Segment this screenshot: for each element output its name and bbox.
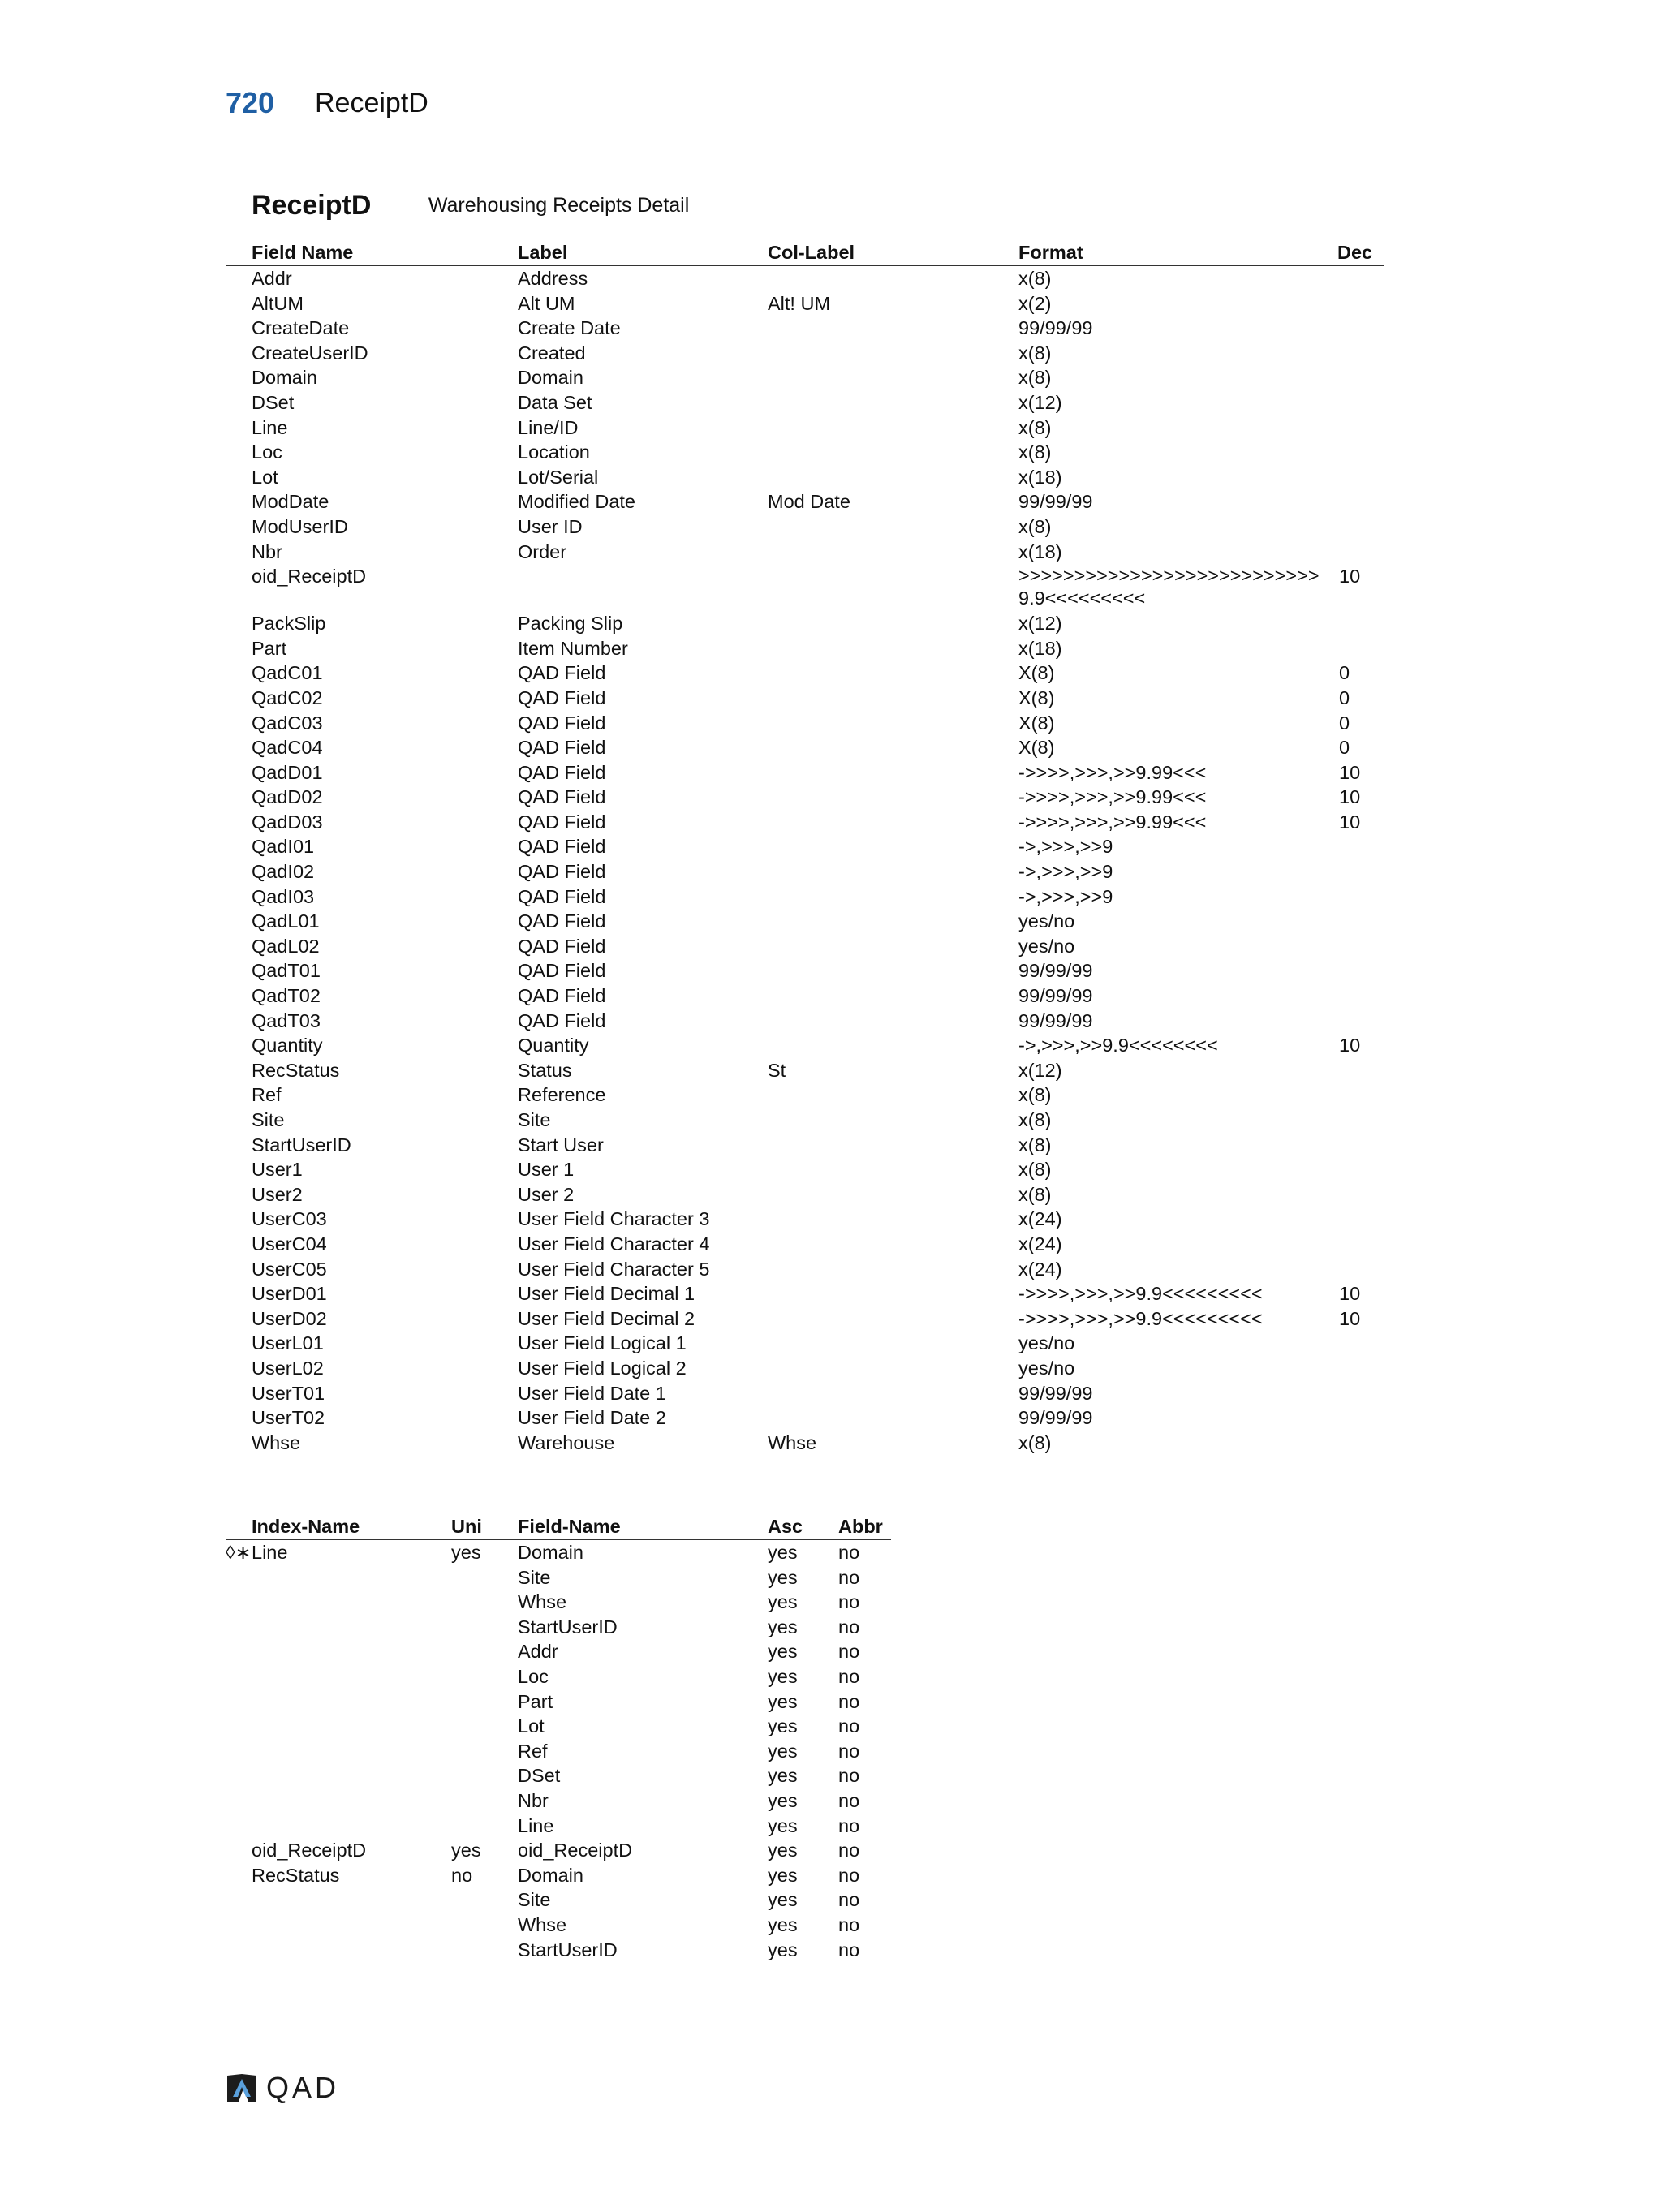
field-label: QAD Field — [518, 935, 606, 957]
field-format: ->>>>,>>>,>>9.9<<<<<<<<< — [1018, 1307, 1263, 1329]
index-field-name: Part — [518, 1690, 553, 1712]
field-format: x(8) — [1018, 441, 1052, 463]
index-abbreviated: no — [838, 1690, 860, 1712]
logo-text: QAD — [266, 2071, 340, 2104]
field-name: UserT01 — [252, 1382, 325, 1404]
field-row — [226, 390, 1384, 415]
column-header-uni: Uni — [451, 1516, 482, 1537]
field-name: QadC02 — [252, 686, 323, 708]
field-label: QAD Field — [518, 1009, 606, 1031]
column-header-label: Label — [518, 242, 568, 263]
field-row — [226, 983, 1384, 1009]
field-row — [226, 760, 1384, 785]
field-label: QAD Field — [518, 686, 606, 708]
field-label: QAD Field — [518, 960, 606, 982]
column-header-abbr: Abbr — [838, 1516, 883, 1537]
field-format: x(24) — [1018, 1258, 1062, 1280]
field-name: UserC04 — [252, 1233, 327, 1254]
field-row — [226, 909, 1384, 934]
index-abbreviated: no — [838, 1616, 860, 1637]
field-name: UserD01 — [252, 1283, 327, 1305]
index-row — [226, 1938, 891, 1963]
field-label: QAD Field — [518, 712, 606, 734]
field-name: AltUM — [252, 292, 304, 314]
index-ascending: yes — [768, 1616, 798, 1637]
index-ascending: yes — [768, 1889, 798, 1911]
index-abbreviated: no — [838, 1789, 860, 1811]
field-name: Quantity — [252, 1035, 323, 1057]
field-label: QAD Field — [518, 910, 606, 932]
index-field-name: Line — [518, 1814, 554, 1836]
field-name: QadC01 — [252, 662, 323, 684]
index-row — [226, 1639, 891, 1664]
index-row — [226, 1913, 891, 1938]
index-unique: yes — [451, 1840, 481, 1861]
index-field-name: oid_ReceiptD — [518, 1840, 633, 1861]
field-row — [226, 686, 1384, 711]
field-format: yes/no — [1018, 935, 1075, 957]
index-abbreviated: no — [838, 1591, 860, 1613]
field-label: Packing Slip — [518, 613, 623, 635]
field-name: Part — [252, 637, 287, 659]
index-abbreviated: no — [838, 1566, 860, 1588]
index-row — [226, 1590, 891, 1615]
field-name: Whse — [252, 1431, 301, 1453]
index-ascending: yes — [768, 1566, 798, 1588]
index-field-name: Whse — [518, 1591, 567, 1613]
field-label: Start User — [518, 1134, 604, 1155]
field-format: x(8) — [1018, 1109, 1052, 1130]
field-format: ->,>>>,>>9.9<<<<<<<< — [1018, 1035, 1218, 1057]
field-format: ->,>>>,>>9 — [1018, 836, 1113, 858]
field-row — [226, 859, 1384, 884]
index-name: oid_ReceiptD — [252, 1840, 367, 1861]
field-name: oid_ReceiptD — [252, 566, 367, 587]
field-row — [226, 440, 1384, 465]
field-name: UserL02 — [252, 1357, 324, 1379]
column-header-dec: Dec — [1337, 242, 1373, 263]
field-name: QadT03 — [252, 1009, 321, 1031]
index-row — [226, 1863, 891, 1888]
index-abbreviated: no — [838, 1864, 860, 1886]
field-format: x(8) — [1018, 416, 1052, 438]
field-format: ->>>>,>>>,>>9.99<<< — [1018, 761, 1207, 783]
index-field-name: Loc — [518, 1665, 549, 1687]
field-name: PackSlip — [252, 613, 326, 635]
field-name: StartUserID — [252, 1134, 351, 1155]
index-ascending: yes — [768, 1913, 798, 1935]
index-abbreviated: no — [838, 1840, 860, 1861]
field-name: Line — [252, 416, 288, 438]
qad-logo — [226, 2072, 372, 2105]
field-name: User1 — [252, 1159, 303, 1181]
index-field-name: Domain — [518, 1542, 583, 1563]
index-field-name: Ref — [518, 1740, 548, 1762]
index-field-name: Domain — [518, 1864, 583, 1886]
field-format: 99/99/99 — [1018, 1009, 1093, 1031]
field-row — [226, 661, 1384, 686]
field-row — [226, 291, 1384, 316]
field-label: User 2 — [518, 1183, 575, 1205]
field-label: Site — [518, 1109, 551, 1130]
index-header-row — [226, 1514, 891, 1540]
index-row — [226, 1763, 891, 1788]
field-format: X(8) — [1018, 662, 1055, 684]
field-label: User Field Date 2 — [518, 1407, 666, 1429]
field-label: User 1 — [518, 1159, 575, 1181]
field-row — [226, 735, 1384, 760]
field-row — [226, 564, 1384, 611]
field-row — [226, 316, 1384, 341]
index-abbreviated: no — [838, 1641, 860, 1663]
index-field-name: Site — [518, 1566, 551, 1588]
field-name: QadT01 — [252, 960, 321, 982]
field-name: QadT02 — [252, 985, 321, 1007]
field-row — [226, 1405, 1384, 1431]
index-abbreviated: no — [838, 1765, 860, 1787]
field-row — [226, 1381, 1384, 1406]
field-name: Lot — [252, 466, 278, 488]
index-ascending: yes — [768, 1814, 798, 1836]
field-label: User Field Logical 1 — [518, 1332, 687, 1354]
field-name: QadL02 — [252, 935, 320, 957]
index-ascending: yes — [768, 1641, 798, 1663]
qad-logo-icon — [226, 2072, 260, 2103]
field-dec: 10 — [1339, 1283, 1361, 1305]
index-ascending: yes — [768, 1765, 798, 1787]
field-format: ->,>>>,>>9 — [1018, 885, 1113, 907]
index-marker: ◊∗ — [226, 1542, 252, 1563]
field-format: yes/no — [1018, 910, 1075, 932]
field-label: User Field Decimal 1 — [518, 1283, 695, 1305]
field-row — [226, 1033, 1384, 1058]
field-label: QAD Field — [518, 786, 606, 808]
field-format: x(18) — [1018, 540, 1062, 562]
field-format: x(8) — [1018, 1084, 1052, 1106]
field-row — [226, 611, 1384, 636]
field-row — [226, 1207, 1384, 1232]
field-name: User2 — [252, 1183, 303, 1205]
field-label: QAD Field — [518, 985, 606, 1007]
field-dec: 0 — [1339, 737, 1350, 759]
field-label: User Field Character 4 — [518, 1233, 710, 1254]
index-ascending: yes — [768, 1690, 798, 1712]
field-name: DSet — [252, 391, 295, 413]
field-dec: 10 — [1339, 811, 1361, 833]
index-abbreviated: no — [838, 1889, 860, 1911]
field-name: ModDate — [252, 491, 329, 513]
field-row — [226, 785, 1384, 810]
field-label: Order — [518, 540, 567, 562]
field-row — [226, 1306, 1384, 1332]
index-row — [226, 1788, 891, 1814]
field-col-label: Alt! UM — [768, 292, 831, 314]
field-row — [226, 1009, 1384, 1034]
field-format: 99/99/99 — [1018, 491, 1093, 513]
field-format: X(8) — [1018, 686, 1055, 708]
field-name: Addr — [252, 268, 292, 289]
field-label: QAD Field — [518, 885, 606, 907]
field-format: 99/99/99 — [1018, 1407, 1093, 1429]
field-name: UserD02 — [252, 1307, 327, 1329]
field-label: User ID — [518, 515, 583, 537]
field-name: UserC03 — [252, 1208, 327, 1230]
table-description: Warehousing Receipts Detail — [428, 194, 690, 217]
field-label: Status — [518, 1059, 572, 1081]
field-name: QadD03 — [252, 811, 323, 833]
field-format: x(24) — [1018, 1233, 1062, 1254]
field-dec: 0 — [1339, 712, 1350, 734]
index-field-name: Lot — [518, 1715, 545, 1737]
field-format: x(18) — [1018, 637, 1062, 659]
field-label: QAD Field — [518, 737, 606, 759]
field-row — [226, 415, 1384, 441]
field-row — [226, 958, 1384, 983]
field-name: CreateDate — [252, 317, 350, 339]
field-name: QadC03 — [252, 712, 323, 734]
index-abbreviated: no — [838, 1913, 860, 1935]
field-label: Domain — [518, 367, 583, 389]
field-name: Domain — [252, 367, 317, 389]
field-format: >>>>>>>>>>>>>>>>>>>>>>>>>>>9.9<<<<<<<<< — [1018, 565, 1320, 609]
index-field-name: Whse — [518, 1913, 567, 1935]
field-name: Loc — [252, 441, 282, 463]
column-header-col-label: Col-Label — [768, 242, 855, 263]
index-field-name: Addr — [518, 1641, 558, 1663]
index-row — [226, 1714, 891, 1739]
field-format: x(8) — [1018, 1183, 1052, 1205]
index-abbreviated: no — [838, 1665, 860, 1687]
index-ascending: yes — [768, 1542, 798, 1563]
index-row — [226, 1540, 891, 1565]
field-name: QadI03 — [252, 885, 315, 907]
index-ascending: yes — [768, 1789, 798, 1811]
field-name: UserC05 — [252, 1258, 327, 1280]
field-format: ->>>>,>>>,>>9.99<<< — [1018, 811, 1207, 833]
field-label: Quantity — [518, 1035, 589, 1057]
index-row — [226, 1664, 891, 1689]
field-format: yes/no — [1018, 1357, 1075, 1379]
index-row — [226, 1887, 891, 1913]
field-label: User Field Character 5 — [518, 1258, 710, 1280]
index-row — [226, 1615, 891, 1640]
column-header-field-name: Field Name — [252, 242, 354, 263]
field-col-label: Mod Date — [768, 491, 850, 513]
index-abbreviated: no — [838, 1715, 860, 1737]
field-row — [226, 934, 1384, 959]
field-dec: 10 — [1339, 566, 1361, 587]
field-row — [226, 365, 1384, 390]
field-row — [226, 1356, 1384, 1381]
field-name: QadD01 — [252, 761, 323, 783]
field-label: User Field Decimal 2 — [518, 1307, 695, 1329]
field-row — [226, 1331, 1384, 1356]
running-title: ReceiptD — [315, 88, 428, 118]
field-dec: 10 — [1339, 786, 1361, 808]
field-format: x(12) — [1018, 1059, 1062, 1081]
field-label: Line/ID — [518, 416, 579, 438]
field-format: x(8) — [1018, 1134, 1052, 1155]
field-label: QAD Field — [518, 662, 606, 684]
field-format: 99/99/99 — [1018, 317, 1093, 339]
field-label: User Field Character 3 — [518, 1208, 710, 1230]
field-format: x(8) — [1018, 367, 1052, 389]
field-row — [226, 1431, 1384, 1456]
field-dec: 0 — [1339, 662, 1350, 684]
index-ascending: yes — [768, 1840, 798, 1861]
index-unique: no — [451, 1864, 473, 1886]
field-dec: 10 — [1339, 761, 1361, 783]
field-format: x(2) — [1018, 292, 1052, 314]
field-row — [226, 1082, 1384, 1108]
field-row — [226, 636, 1384, 661]
field-row — [226, 1133, 1384, 1158]
field-dec: 10 — [1339, 1035, 1361, 1057]
field-name: QadI01 — [252, 836, 315, 858]
field-dec: 10 — [1339, 1307, 1361, 1329]
index-row — [226, 1689, 891, 1715]
index-row — [226, 1565, 891, 1590]
index-ascending: yes — [768, 1665, 798, 1687]
field-label: Item Number — [518, 637, 628, 659]
index-field-name: Site — [518, 1889, 551, 1911]
field-name: QadD02 — [252, 786, 323, 808]
field-row — [226, 1108, 1384, 1133]
field-format: ->>>>,>>>,>>9.9<<<<<<<<< — [1018, 1283, 1263, 1305]
index-name: Line — [252, 1542, 288, 1563]
field-label: Create Date — [518, 317, 621, 339]
field-format: x(24) — [1018, 1208, 1062, 1230]
index-field-name: Nbr — [518, 1789, 549, 1811]
index-ascending: yes — [768, 1740, 798, 1762]
index-ascending: yes — [768, 1591, 798, 1613]
field-row — [226, 711, 1384, 736]
field-format: x(8) — [1018, 1431, 1052, 1453]
field-label: Lot/Serial — [518, 466, 599, 488]
field-format: X(8) — [1018, 712, 1055, 734]
index-ascending: yes — [768, 1939, 798, 1960]
field-label: Address — [518, 268, 588, 289]
field-col-label: Whse — [768, 1431, 817, 1453]
field-name: RecStatus — [252, 1059, 340, 1081]
index-abbreviated: no — [838, 1939, 860, 1960]
field-format: ->,>>>,>>9 — [1018, 861, 1113, 883]
field-row — [226, 1257, 1384, 1282]
field-name: Ref — [252, 1084, 282, 1106]
field-label: Reference — [518, 1084, 606, 1106]
field-name: Site — [252, 1109, 285, 1130]
field-format: 99/99/99 — [1018, 985, 1093, 1007]
field-format: x(18) — [1018, 466, 1062, 488]
field-row — [226, 834, 1384, 859]
column-header-index-field: Field-Name — [518, 1516, 621, 1537]
field-format: yes/no — [1018, 1332, 1075, 1354]
field-dec: 0 — [1339, 686, 1350, 708]
field-label: Data Set — [518, 391, 592, 413]
fields-table — [226, 240, 1384, 1455]
field-label: User Field Date 1 — [518, 1382, 666, 1404]
field-format: X(8) — [1018, 737, 1055, 759]
field-label: User Field Logical 2 — [518, 1357, 687, 1379]
field-row — [226, 266, 1384, 291]
index-row — [226, 1814, 891, 1839]
field-format: x(8) — [1018, 268, 1052, 289]
field-row — [226, 1058, 1384, 1083]
index-field-name: StartUserID — [518, 1939, 618, 1960]
field-row — [226, 514, 1384, 540]
index-abbreviated: no — [838, 1542, 860, 1563]
field-label: Modified Date — [518, 491, 635, 513]
field-name: QadC04 — [252, 737, 323, 759]
field-format: 99/99/99 — [1018, 960, 1093, 982]
field-row — [226, 810, 1384, 835]
table-name: ReceiptD — [252, 190, 372, 221]
field-label: Location — [518, 441, 590, 463]
field-format: x(12) — [1018, 613, 1062, 635]
field-label: Created — [518, 342, 586, 364]
index-abbreviated: no — [838, 1814, 860, 1836]
index-row — [226, 1739, 891, 1764]
field-row — [226, 1281, 1384, 1306]
field-row — [226, 540, 1384, 565]
field-label: Alt UM — [518, 292, 575, 314]
field-format: x(8) — [1018, 342, 1052, 364]
field-row — [226, 1157, 1384, 1182]
field-row — [226, 884, 1384, 910]
index-ascending: yes — [768, 1864, 798, 1886]
fields-header-row — [226, 240, 1384, 266]
field-name: ModUserID — [252, 515, 348, 537]
index-abbreviated: no — [838, 1740, 860, 1762]
field-format: x(8) — [1018, 1159, 1052, 1181]
field-name: CreateUserID — [252, 342, 368, 364]
column-header-format: Format — [1018, 242, 1083, 263]
field-row — [226, 1232, 1384, 1257]
field-format: ->>>>,>>>,>>9.99<<< — [1018, 786, 1207, 808]
index-name: RecStatus — [252, 1864, 340, 1886]
index-ascending: yes — [768, 1715, 798, 1737]
field-name: QadI02 — [252, 861, 315, 883]
index-field-name: DSet — [518, 1765, 561, 1787]
field-col-label: St — [768, 1059, 786, 1081]
field-name: UserT02 — [252, 1407, 325, 1429]
field-name: Nbr — [252, 540, 282, 562]
field-format: x(8) — [1018, 515, 1052, 537]
field-label: QAD Field — [518, 761, 606, 783]
index-field-name: StartUserID — [518, 1616, 618, 1637]
field-row — [226, 341, 1384, 366]
field-name: UserL01 — [252, 1332, 324, 1354]
field-row — [226, 465, 1384, 490]
field-label: QAD Field — [518, 811, 606, 833]
field-format: 99/99/99 — [1018, 1382, 1093, 1404]
index-unique: yes — [451, 1542, 481, 1563]
field-label: QAD Field — [518, 836, 606, 858]
column-header-asc: Asc — [768, 1516, 803, 1537]
column-header-index-name: Index-Name — [252, 1516, 360, 1537]
field-row — [226, 1182, 1384, 1207]
field-label: QAD Field — [518, 861, 606, 883]
field-label: Warehouse — [518, 1431, 615, 1453]
field-name: QadL01 — [252, 910, 320, 932]
field-row — [226, 489, 1384, 514]
page-number: 720 — [226, 86, 275, 119]
index-row — [226, 1838, 891, 1863]
field-format: x(12) — [1018, 391, 1062, 413]
index-table — [226, 1514, 891, 1962]
table-heading — [252, 190, 689, 222]
